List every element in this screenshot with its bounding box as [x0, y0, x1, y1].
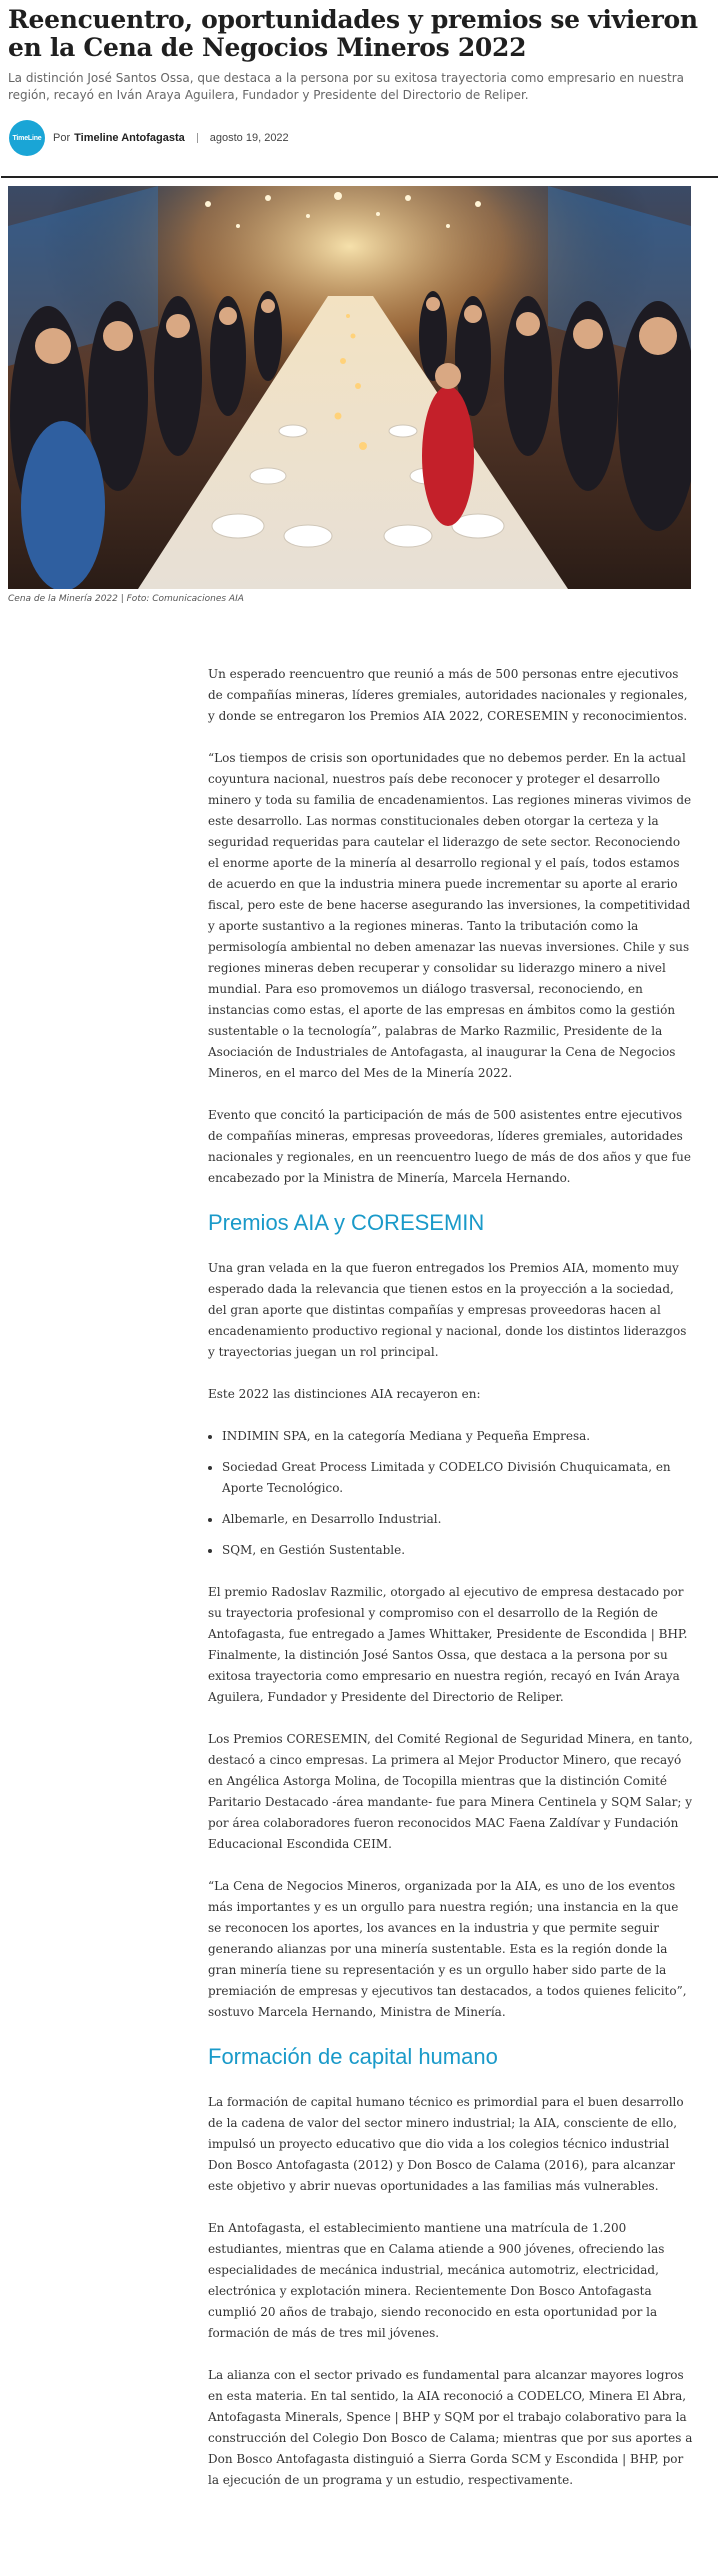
awards-list [208, 1426, 693, 1561]
image-caption: Cena de la Minería 2022 | Foto: Comunicaciones AIA [8, 594, 244, 604]
header-divider [1, 176, 718, 178]
premios-paragraph-5: “La Cena de Negocios Mineros, organizada por la AIA, es uno de los eventos más importantes y es un orgullo para nuestra región; una instancia en la que se reconocen los aportes, los avances en la industria y que permite seguir generando alianzas por una minería sustentable. Esta es la región donde la gran minería tiene su representación y es un orgullo haber sido parte de la premiación de empresas y ejecutivos tan destacados, a todos quienes felicito”, sostuvo Marcela Hernando, Ministra de Minería. [208, 1879, 687, 2019]
hero-photo [8, 186, 691, 589]
section-heading-premios: Premios AIA y CORESEMIN [208, 1210, 485, 1235]
premios-paragraph-2: Este 2022 las distinciones AIA recayeron en: [208, 1387, 481, 1401]
premios-paragraph-4: Los Premios CORESEMIN, del Comité Regional de Seguridad Minera, en tanto, destacó a cinco empresas. La primera al Mejor Productor Minero, que recayó en Angélica Astorga Molina, de Tocopilla mientras que la distinción Comité Paritario Destacado -área mandante- fue para Minera Centinela y SQM Salar; y por área colaboradores fueron reconocidos MAC Faena Zaldívar y Fundación Educacional Escondida CEIM. [208, 1732, 693, 1851]
premios-paragraph-3: El premio Radoslav Razmilic, otorgado al ejecutivo de empresa destacado por su trayectoria profesional y compromiso con el desarrollo de la Región de Antofagasta, fue entregado a James Whittaker, Presidente de Escondida | BHP. Finalmente, la distinción José Santos Ossa, que destaca a la persona por su exitosa trayectoria como empresario en nuestra región, recayó en Iván Araya Aguilera, Fundador y Presidente del Directorio de Reliper. [208, 1585, 688, 1704]
avatar-logo-text: TimeLine [12, 134, 42, 142]
formacion-paragraph-1: La formación de capital humano técnico es primordial para el buen desarrollo de la cadena de valor del sector minero industrial; la AIA, consciente de ello, impulsó un proyecto educativo que dio vida a los colegios técnico industrial Don Bosco Antofagasta (2012) y Don Bosco de Calama (2016), para alcanzar este objetivo y abrir nuevas oportunidades a las familias más vulnerables. [208, 2095, 684, 2193]
article-subtitle: La distinción José Santos Ossa, que destaca a la persona por su exitosa trayectoria como empresario en nuestra región, recayó en Iván Araya Aguilera, Fundador y Presidente del Directorio de Reliper. [8, 71, 685, 102]
publish-date: agosto 19, 2022 [209, 132, 289, 144]
award-item: • SQM, en Gestión Sustentable. [222, 1540, 693, 1561]
byline-prefix: Por [53, 132, 71, 144]
intro-paragraph-1: Un esperado reencuentro que reunió a más de 500 personas entre ejecutivos de compañías mineras, líderes gremiales, autoridades nacionales y regionales, y donde se entregaron los Premios AIA 2022, CORESEMIN y reconocimientos. [208, 667, 688, 723]
formacion-paragraph-3: La alianza con el sector privado es fundamental para alcanzar mayores logros en esta materia. En tal sentido, la AIA reconoció a CODELCO, Minera El Abra, Antofagasta Minerals, Spence | BHP y SQM por el trabajo colaborativo para la construcción del Colegio Don Bosco de Calama; mientras que por sus aportes a Don Bosco Antofagasta distinguió a Sierra Gorda SCM y Escondida | BHP, por la ejecución de un programa y un estudio, respectivamente. [208, 2368, 693, 2487]
award-item: • Sociedad Great Process Limitada y CODELCO División Chuquicamata, en Aporte Tecnológico. [222, 1457, 693, 1499]
intro-paragraph-3: Evento que concitó la participación de más de 500 asistentes entre ejecutivos de compañías mineras, empresas proveedoras, líderes gremiales, autoridades nacionales y regionales, en un reencuentro luego de más de dos años y que fue encabezado por la Ministra de Minería, Marcela Hernando. [208, 1108, 691, 1185]
author-avatar[interactable] [9, 120, 45, 156]
byline [8, 120, 711, 156]
premios-paragraph-1: Una gran velada en la que fueron entregados los Premios AIA, momento muy esperado dada la relevancia que tienen estos en la proyección a la sociedad, del gran aporte que distintas compañías y empresas proveedoras hacen al encadenamiento productivo regional y nacional, donde los distintos liderazgos y trayectorias juegan un rol principal. [208, 1261, 687, 1359]
award-item: • Albemarle, en Desarrollo Industrial. [222, 1509, 693, 1530]
formacion-paragraph-2: En Antofagasta, el establecimiento mantiene una matrícula de 1.200 estudiantes, mientras que en Calama atiende a 900 jóvenes, ofreciendo las especialidades de mecánica industrial, mecánica automotriz, electricidad, electrónica y explotación minera. Recientemente Don Bosco Antofagasta cumplió 20 años de trabajo, siendo reconocido en esta oportunidad por la formación de más de tres mil jóvenes. [208, 2221, 665, 2340]
article-body [208, 664, 693, 2512]
intro-paragraph-2: “Los tiempos de crisis son oportunidades que no debemos perder. En la actual coyuntura nacional, nuestros país debe reconocer y proteger el desarrollo minero y toda su familia de encadenamientos. Las regiones mineras vivimos de este desarrollo. Las normas constitucionales deben otorgar la certeza y la seguridad requeridas para cautelar el liderazgo de sete sector. Reconociendo el enorme aporte de la minería al desarrollo regional y el país, todos estamos de acuerdo en que la industria minera puede incrementar su aporte al erario fiscal, pero este de bene hacerse asegurando las inversiones, la competitividad y aporte sustantivo a la regiones mineras. Tanto la tributación como la permisología ambiental no deben amenazar las nuevas inversiones. Chile y sus regiones mineras deben recuperar y consolidar su liderazgo minero a nivel mundial. Para eso promovemos un diálogo trasversal, reconociendo, en instancias como estas, el aporte de las empresas en ámbitos como la gestión sustentable o la tecnología”, palabras de Marko Razmilic, Presidente de la Asociación de Industriales de Antofagasta, al inaugurar la Cena de Negocios Mineros, en el marco del Mes de la Minería 2022. [208, 751, 692, 1080]
author-link[interactable]: Timeline Antofagasta [74, 132, 185, 144]
byline-divider [197, 133, 198, 143]
article-header [0, 0, 719, 156]
article-title: Reencuentro, oportunidades y premios se vivieron en la Cena de Negocios Mineros 2022 [8, 5, 698, 62]
section-heading-formacion: Formación de capital humano [208, 2044, 498, 2069]
award-item: • INDIMIN SPA, en la categoría Mediana y Pequeña Empresa. [222, 1426, 693, 1447]
